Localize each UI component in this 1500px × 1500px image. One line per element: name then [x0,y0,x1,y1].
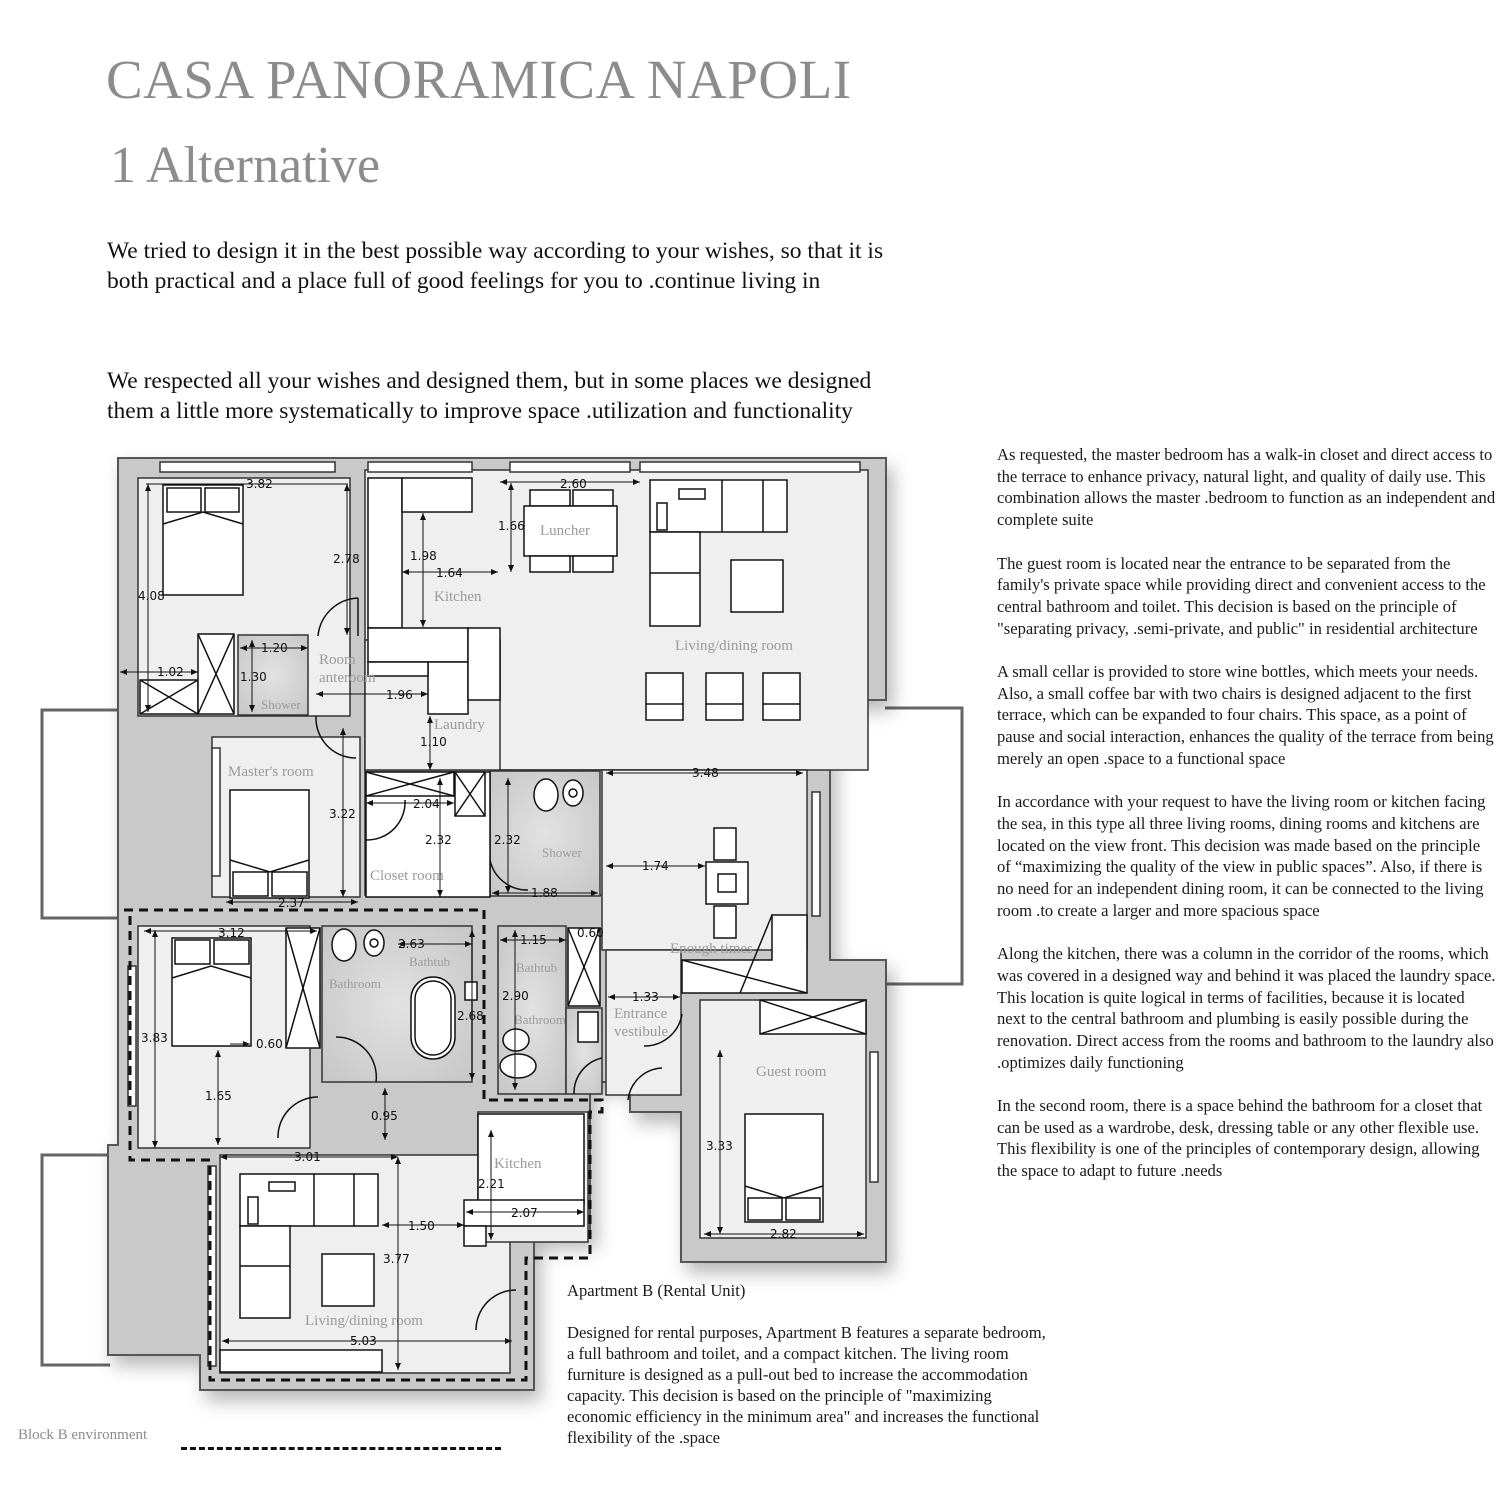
dim-label: 5.03 [350,1334,377,1348]
dim-label: 0.95 [371,1109,398,1123]
dim-label: 2.32 [425,833,452,847]
apartment-b-description [567,1280,1047,1469]
dim-label: 1.65 [205,1089,232,1103]
room-label-bathroom-b: Bathroom [329,976,381,991]
master-bed-upper [163,485,243,595]
room-label-kitchen: Kitchen [434,589,482,605]
dim-label: 3.12 [218,926,245,940]
page-subtitle: 1 Alternative [110,137,381,194]
note-cellar: A small cellar is provided to store wine bottles, which meets your needs. Also, a small coffee bar with two chairs is designed adjacent to the first terrace, which can be expanded to four chairs. This space, as a point of pause and social interaction, enhances the quality of the terrace from being merely an open .space to a functional space [997,662,1494,768]
room-label-living: Living/dining room [675,638,793,654]
room-label-closet-room: Closet room [370,868,444,884]
dim-label: 2.07 [511,1206,538,1220]
terrace-right [885,708,962,984]
dim-label: 2.37 [278,896,305,910]
terrace-left-upper [42,710,120,918]
guest-bed [745,1114,823,1222]
armchairs-upper [646,673,800,720]
apartment-b-body: Designed for rental purposes, Apartment B features a separate bedroom, a full bathroom and toilet, and a compact kitchen. The living room furniture is designed as a pull-out bed to increase the accommodation capacity. This decision is based on the principle of "maximizing economic efficiency in the minimum area" and increases the functional flexibility of the .space [567,1323,1046,1447]
note-sea-view: In accordance with your request to have the living room or kitchen facing the sea, in this type all three living rooms, dining rooms and kitchens are located on the view front. This decision was made based on the principle of “maximizing the quality of the view in public spaces”. Also, if there is no need for an independent dining room, it can be connected to the living room .to create a larger and more spacious space [997,792,1486,920]
dim-label: 1.74 [642,859,669,873]
dim-label: 1.15 [520,933,547,947]
room-label-living-b: Living/dining room [305,1313,423,1329]
room-label-laundry: Laundry [434,717,485,733]
dim-label: 2.90 [502,989,529,1003]
room-label-bathroom-c: Bathroom [514,1012,566,1027]
dim-label: 3.33 [706,1139,733,1153]
room-label-enough-times: Enough times [670,941,753,957]
dim-label: 2.21 [478,1177,505,1191]
dim-label: 1.02 [157,665,184,679]
dim-label: 1.20 [261,641,288,655]
dim-label: 3.01 [294,1150,321,1164]
dim-label: 2.32 [494,833,521,847]
dim-label: 3.48 [692,766,719,780]
bedroom-b [172,928,320,1048]
legend-label: Block B environment [18,1427,148,1443]
dim-label: 1.66 [498,519,525,533]
note-guest-room: The guest room is located near the entrance to be separated from the family's private space while providing direct and convenient access to the central bathroom and toilet. This decision is based on the principle of "separating privacy, .semi-private, and public" in residential architecture [997,553,1486,638]
dim-label: 1.96 [386,688,413,702]
note-second-room: In the second room, there is a space behind the bathroom for a closet that can be used as a wardrobe, desk, dressing table or any other flexible use. This flexibility is one of the principles of contemporary design, allowing the space to adapt to future .needs [997,1096,1483,1181]
dim-label: 3.83 [141,1031,168,1045]
dim-label: 1.50 [408,1219,435,1233]
dim-label: 1.88 [531,886,558,900]
intro-text: We respected all your wishes and designed them, but in some places we designed them a little more systematically to improve space .utilization and functionality [107,368,872,424]
room-label-anteroom: anteroom [319,670,376,686]
note-master-bedroom: As requested, the master bedroom has a walk-in closet and direct access to the terrace to enhance privacy, natural light, and quality of daily use. This combination allows the master .bedroom to function as an independent and complete suite [997,445,1496,530]
apartment-b-heading: Apartment B (Rental Unit) [567,1281,746,1300]
dim-label: 2.63 [398,937,425,951]
dim-label: 4.08 [138,589,165,603]
dim-label: 2.82 [770,1227,797,1241]
dim-label: 1.98 [410,549,437,563]
legend-dashed-line [181,1447,501,1450]
room-label-guest-room: Guest room [756,1064,827,1080]
dim-label: 2.60 [560,477,587,491]
dim-label: 0.60 [577,926,604,940]
dim-label: 2.68 [457,1009,484,1023]
room-label-entrance: Entrance [614,1006,668,1022]
intro-text: We tried to design it in the best possible way according to your wishes, so that it is both practical and a place full of good feelings for you to .continue living in [107,238,884,294]
dim-label: 3.77 [383,1252,410,1266]
dim-label: 1.64 [436,566,463,580]
room-label-bathtub-c: Bathtub [516,960,558,975]
dim-label: 1.33 [632,990,659,1004]
dim-label: 0.60 [256,1037,283,1051]
dim-label: 3.82 [246,477,273,491]
room-label-vestibule: vestibule [614,1024,669,1040]
dim-label: 2.78 [333,552,360,566]
dim-label: 2.04 [413,797,440,811]
room-label-masters-room: Master's room [228,764,314,780]
room-label-shower: Shower [542,845,582,860]
room-label-luncher: Luncher [540,523,590,539]
room-label-kitchen-b: Kitchen [494,1156,542,1172]
dim-label: 1.10 [420,735,447,749]
note-laundry: Along the kitchen, there was a column in the corridor of the rooms, which was covered in a designed way and behind it was placed the laundry space. This location is quite logical in terms of facilities, because it is located next to the central bathroom and plumbing is easily possible during the renovation. Direct access from the rooms and bathroom to the laundry also .optimizes daily functioning [997,944,1496,1072]
dim-label: 3.22 [329,807,356,821]
room-label-room: Room [319,652,356,668]
design-notes [997,444,1497,1204]
dim-label: 1.30 [240,670,267,684]
page-title: CASA PANORAMICA NAPOLI [106,49,852,110]
room-label-shower-master: Shower [261,697,301,712]
room-label-bathtub-b: Bathtub [409,954,451,969]
windows-top [160,462,860,472]
master-bed [230,790,309,898]
